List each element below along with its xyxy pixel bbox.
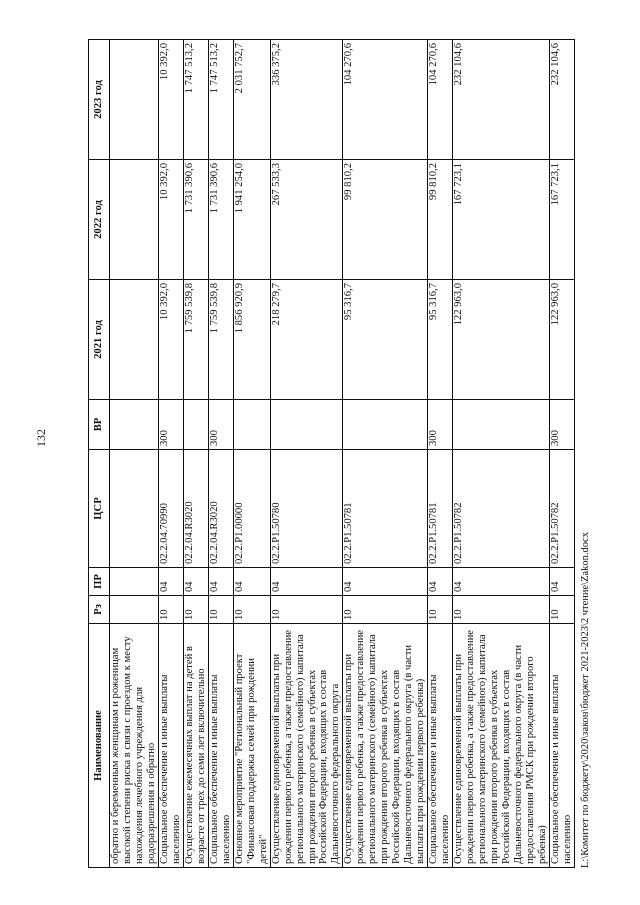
cell-vr: 300: [208, 400, 233, 450]
cell-2021: 218 279,7: [270, 280, 343, 400]
cell-2021: [110, 280, 159, 400]
cell-rz: 10: [428, 596, 453, 624]
cell-name: Социальное обеспечение и иные выплаты населению: [208, 624, 233, 868]
cell-name: Социальное обеспечение и иные выплаты населению: [158, 624, 183, 868]
cell-rz: 10: [549, 596, 574, 624]
cell-vr: 300: [158, 400, 183, 450]
cell-2023: [110, 40, 159, 160]
header-2021: 2021 год: [89, 280, 110, 400]
header-2022: 2022 год: [89, 160, 110, 280]
table-row: [428, 40, 453, 868]
cell-2023: 10 392,0: [158, 40, 183, 160]
table-row: [270, 40, 343, 868]
cell-vr: [110, 400, 159, 450]
table-row: [183, 40, 208, 868]
budget-table-area: [88, 40, 573, 868]
cell-pr: 04: [270, 568, 343, 596]
budget-table: [88, 39, 575, 868]
cell-rz: 10: [183, 596, 208, 624]
cell-2022: 167 723,1: [549, 160, 574, 280]
cell-pr: 04: [208, 568, 233, 596]
cell-2023: 232 104,6: [453, 40, 550, 160]
cell-vr: [233, 400, 270, 450]
table-row: [453, 40, 550, 868]
header-2023: 2023 год: [89, 40, 110, 160]
cell-2022: 99 810,2: [343, 160, 428, 280]
cell-vr: [270, 400, 343, 450]
cell-csr: 02.2.04.R3020: [208, 450, 233, 568]
page-number: 132: [34, 429, 48, 447]
cell-2022: 1 731 390,6: [183, 160, 208, 280]
cell-2023: 104 270,6: [428, 40, 453, 160]
cell-2023: 1 747 513,2: [208, 40, 233, 160]
cell-vr: [343, 400, 428, 450]
cell-2023: 232 104,6: [549, 40, 574, 160]
cell-name: Социальное обеспечение и иные выплаты населению: [428, 624, 453, 868]
cell-2021: 1 759 539,8: [183, 280, 208, 400]
table-row: [549, 40, 574, 868]
cell-pr: 04: [549, 568, 574, 596]
cell-2022: 1 731 390,6: [208, 160, 233, 280]
header-pr: ПР: [89, 568, 110, 596]
header-vr: ВР: [89, 400, 110, 450]
cell-csr: [110, 450, 159, 568]
cell-2021: 122 963,0: [453, 280, 550, 400]
cell-csr: 02.2.04.R3020: [183, 450, 208, 568]
cell-csr: 02.2.04.70990: [158, 450, 183, 568]
cell-csr: 02.2.P1.00000: [233, 450, 270, 568]
table-row: [233, 40, 270, 868]
cell-2021: 95 316,7: [428, 280, 453, 400]
cell-name: Осуществление единовременной выплаты при рождении первого ребенка, а также предоставление регионального материнского (семейного) капитала при рождении второго ребенка в субъектах Российской Федерации, входящих в состав Дальневосточного федерального округа: [270, 624, 343, 868]
cell-rz: 10: [343, 596, 428, 624]
cell-pr: 04: [343, 568, 428, 596]
cell-2023: 104 270,6: [343, 40, 428, 160]
cell-vr: 300: [549, 400, 574, 450]
cell-2021: 95 316,7: [343, 280, 428, 400]
cell-2022: 10 392,0: [158, 160, 183, 280]
cell-vr: 300: [428, 400, 453, 450]
cell-name: Осуществление ежемесячных выплат на детей в возрасте от трех до семи лет включительно: [183, 624, 208, 868]
cell-rz: [110, 596, 159, 624]
table-row: [158, 40, 183, 868]
cell-name: Социальное обеспечение и иные выплаты населению: [549, 624, 574, 868]
cell-pr: 04: [428, 568, 453, 596]
header-csr: ЦСР: [89, 450, 110, 568]
cell-name: обратно и беременным женщинам и роженицам высокой степени риска в связи с проездом к месту нахождения лечебного учреждения для родоразрешения и обратно: [110, 624, 159, 868]
cell-2023: 336 375,2: [270, 40, 343, 160]
cell-name: Осуществление единовременной выплаты при рождении первого ребенка, а также предоставление регионального материнского (семейного) капитала при рождении второго ребенка в субъектах Российской Федерации, входящих в состав Дальневосточного федерального округа (в части предоставления РМСК при рождении второго ребенка): [453, 624, 550, 868]
table-row: [110, 40, 159, 868]
cell-pr: 04: [233, 568, 270, 596]
cell-pr: 04: [183, 568, 208, 596]
cell-rz: 10: [270, 596, 343, 624]
cell-rz: 10: [158, 596, 183, 624]
cell-2021: 1 856 920,9: [233, 280, 270, 400]
cell-2022: 167 723,1: [453, 160, 550, 280]
cell-csr: 02.2.P1.50781: [428, 450, 453, 568]
cell-rz: 10: [233, 596, 270, 624]
cell-csr: 02.2.P1.50781: [343, 450, 428, 568]
cell-name: Основное мероприятие "Региональный проект "Финансовая поддержка семей при рождении детей": [233, 624, 270, 868]
cell-2021: 122 963,0: [549, 280, 574, 400]
cell-2021: 10 392,0: [158, 280, 183, 400]
cell-rz: 10: [208, 596, 233, 624]
cell-pr: [110, 568, 159, 596]
cell-vr: [453, 400, 550, 450]
cell-csr: 02.2.P1.50780: [270, 450, 343, 568]
footer-file-path: L:\Комитет по бюджету\2020\закон\бюджет 2021-2023\2 чтение\Zakon.docx: [580, 532, 591, 868]
cell-2022: [110, 160, 159, 280]
cell-2023: 2 031 752,7: [233, 40, 270, 160]
header-name: Наименование: [89, 624, 110, 868]
cell-csr: 02.2.P1.50782: [549, 450, 574, 568]
table-body: [110, 40, 575, 868]
table-header-row: [89, 40, 110, 868]
cell-csr: 02.2.P1.50782: [453, 450, 550, 568]
cell-rz: 10: [453, 596, 550, 624]
cell-2022: 267 533,3: [270, 160, 343, 280]
header-rz: Рз: [89, 596, 110, 624]
cell-2022: 1 941 254,0: [233, 160, 270, 280]
cell-pr: 04: [453, 568, 550, 596]
table-row: [343, 40, 428, 868]
cell-2023: 1 747 513,2: [183, 40, 208, 160]
cell-2022: 99 810,2: [428, 160, 453, 280]
cell-name: Осуществление единовременной выплаты при рождении первого ребенка, а также предоставление регионального материнского (семейного) капитала при рождении второго ребенка в субъектах Российской Федерации, входящих в состав Дальневосточного федерального округа (в части выплаты при рождении первого ребенка): [343, 624, 428, 868]
cell-pr: 04: [158, 568, 183, 596]
table-row: [208, 40, 233, 868]
cell-vr: [183, 400, 208, 450]
cell-2021: 1 759 539,8: [208, 280, 233, 400]
